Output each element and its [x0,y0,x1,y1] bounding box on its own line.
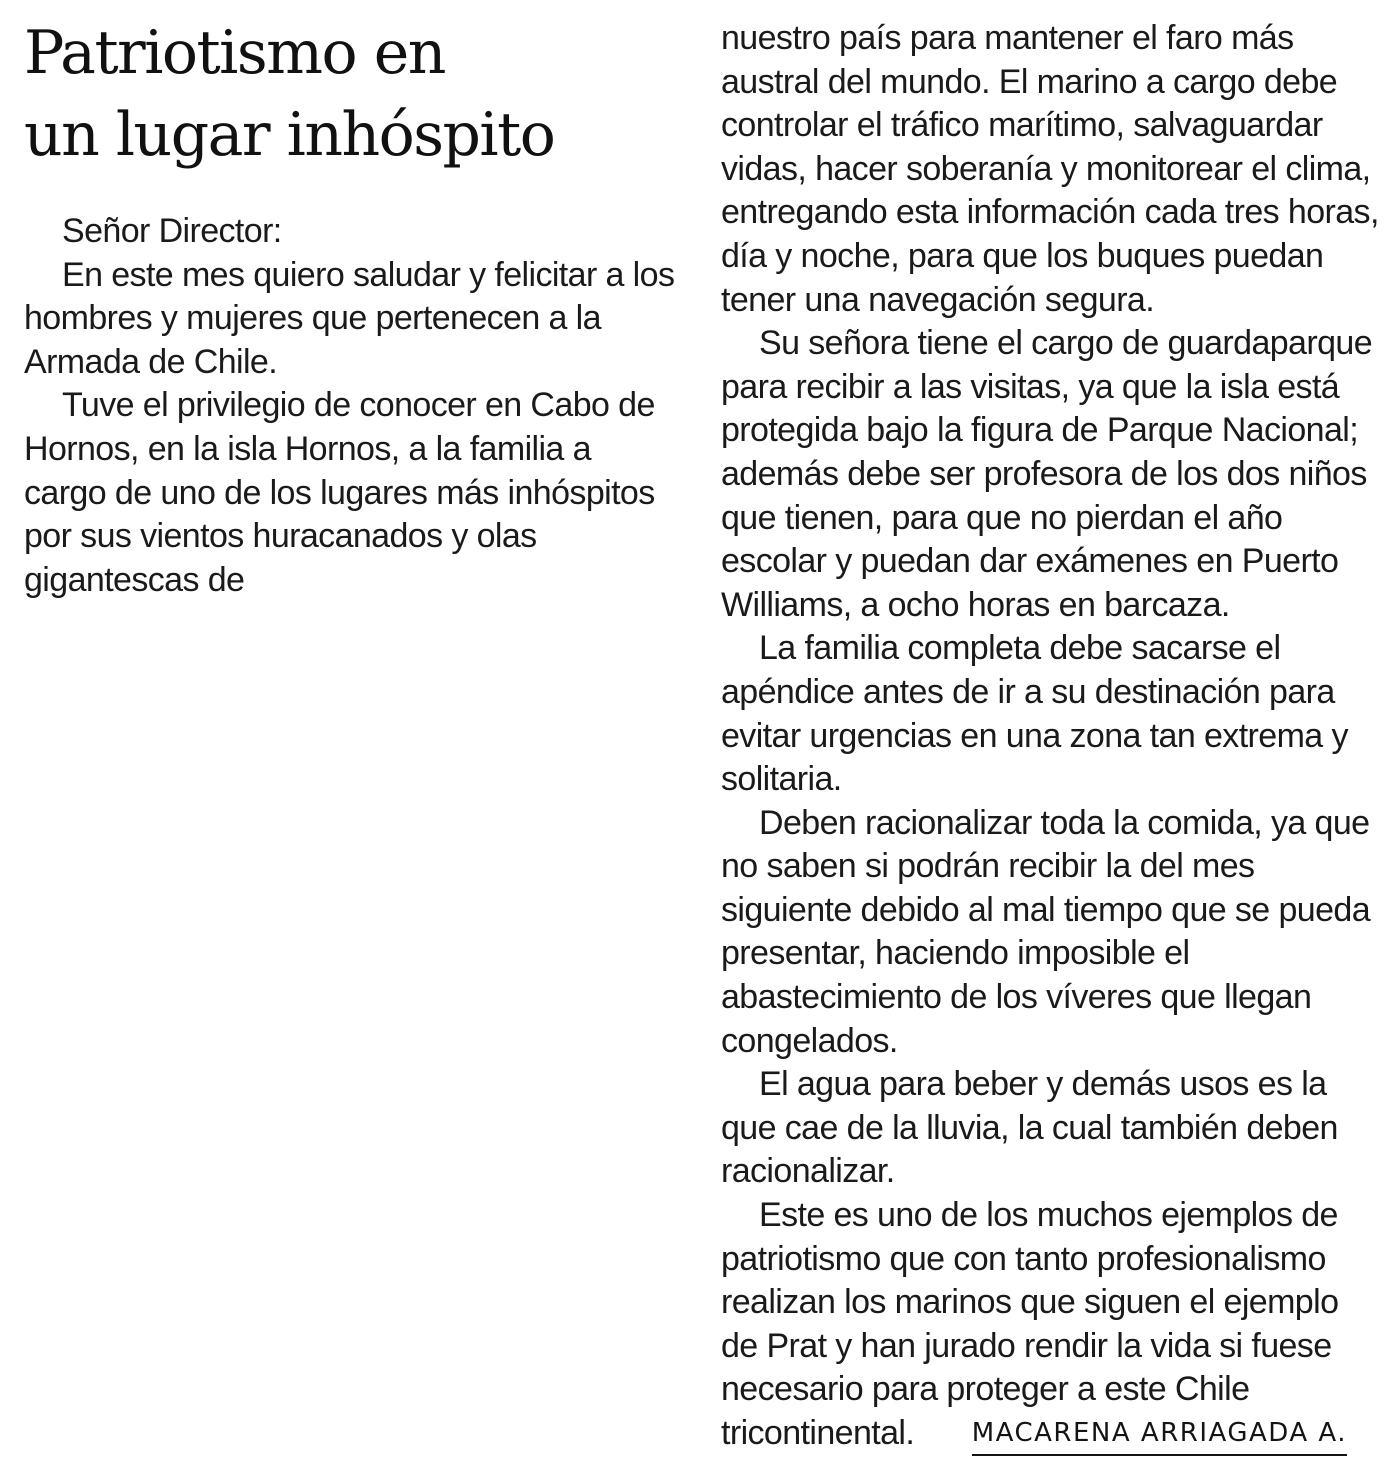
paragraph-2: Tuve el privilegio de conocer en Cabo de Hornos, en la isla Hornos, a la familia a cargo de uno de los lugares más inhóspitos por sus vientos huracanados y olas gigantescas de [24,386,655,599]
left-column-text [24,210,676,602]
headline [24,0,676,176]
salutation: Señor Director: [62,212,282,250]
paragraph-7: Este es uno de los muchos ejemplos de patriotismo que con tanto profesionalismo realizan los marinos que siguen el ejemplo de Prat y han jurado rendir la vida si fuese necesario para proteger a este Chile tricontinental. [721,1196,1339,1452]
headline-line-2: un lugar inhóspito [24,100,555,170]
paragraph-3: Su señora tiene el cargo de guardaparque para recibir a las visitas, ya que la isla está protegida bajo la figura de Parque Nacional; además debe ser profesora de los dos niños que tienen, para que no pierdan el año escolar y puedan dar exámenes en Puerto Williams, a ocho horas en barcaza. [721,324,1373,624]
paragraph-5: Deben racionalizar toda la comida, ya que no saben si podrán recibir la del mes siguiente debido al mal tiempo que se pueda presentar, haciendo imposible el abastecimiento de los víveres que llegan congelados. [721,803,1371,1060]
paragraph-6: El agua para beber y demás usos es la que cae de la lluvia, la cual también deben racionalizar. [721,1065,1338,1191]
paragraph-2-continuation: nuestro país para mantener el faro más austral del mundo. El marino a cargo debe controlar el tráfico marítimo, salvaguardar vidas, hacer soberanía y monitorear el clima, entregando esta información cada tres horas, día y noche, para que los buques puedan tener una navegación segura. [721,19,1379,319]
right-column [721,17,1381,1456]
paragraph-1: En este mes quiero saludar y felicitar a los hombres y mujeres que pertenecen a la Armada de Chile. [24,255,675,381]
author-signature: MACARENA ARRIAGADA A. [972,1418,1347,1456]
left-column [24,0,676,602]
paragraph-4: La familia completa debe sacarse el apéndice antes de ir a su destinación para evitar urgencias en una zona tan extrema y solitaria. [721,629,1348,799]
headline-line-1: Patriotismo en [24,18,445,88]
